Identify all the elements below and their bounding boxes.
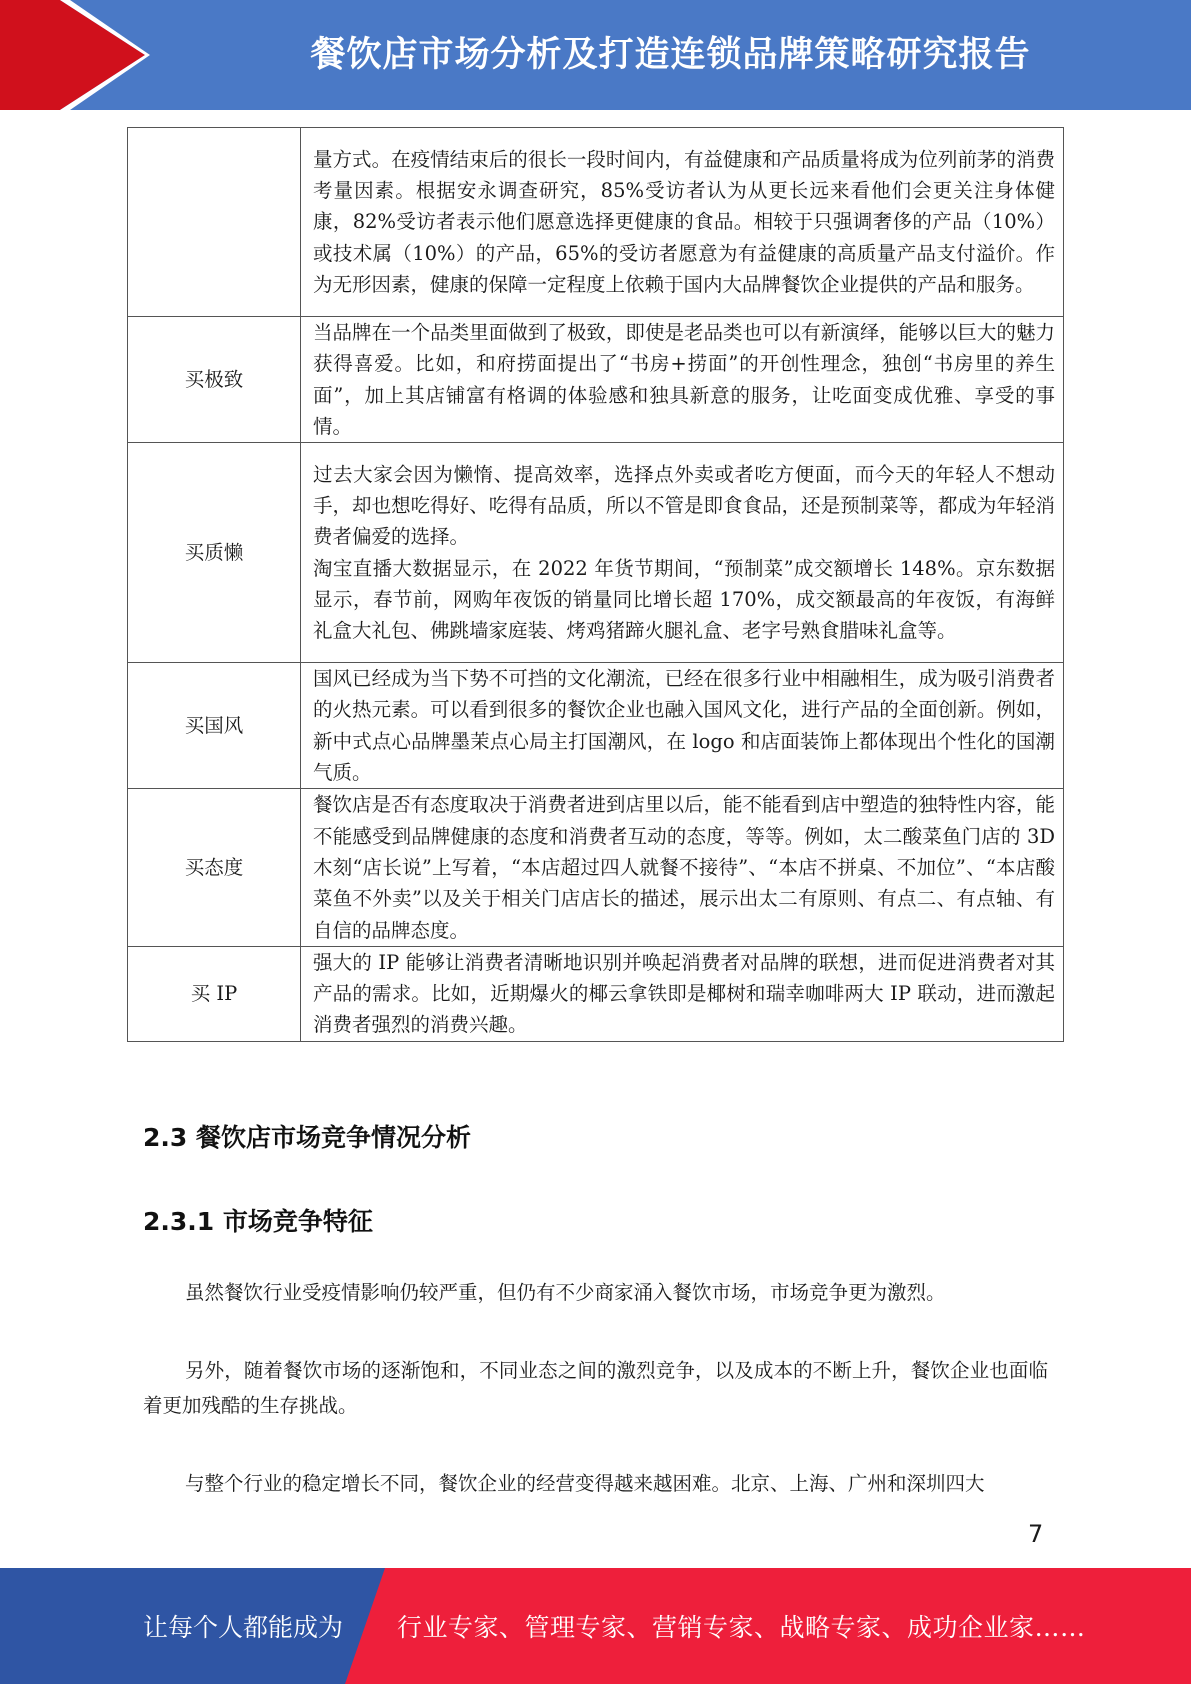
- row-description: 国风已经成为当下势不可挡的文化潮流，已经在很多行业中相融相生，成为吸引消费者的火热元素。可以看到很多的餐饮企业也融入国风文化，进行产品的全面创新。例如，新中式点心品牌墨茉点心局主打国潮风，在 logo 和店面装饰上都体现出个性化的国潮气质。: [301, 663, 1064, 789]
- section-heading: 2.3 餐饮店市场竞争情况分析: [143, 1123, 471, 1152]
- table-row: [128, 443, 1064, 663]
- footer-slogan-left: 让每个人都能成为: [143, 1613, 344, 1642]
- row-description-part1: 过去大家会因为懒惰、提高效率，选择点外卖或者吃方便面，而今天的年轻人不想动手，却也想吃得好、吃得有品质，所以不管是即食食品，还是预制菜等，都成为年轻消费者偏爱的选择。: [313, 462, 1055, 549]
- row-label: [128, 128, 301, 317]
- table-row: [128, 317, 1064, 443]
- paragraph: 虽然餐饮行业受疫情影响仍较严重，但仍有不少商家涌入餐饮市场，市场竞争更为激烈。: [185, 1281, 946, 1304]
- page-footer: [0, 1568, 1191, 1684]
- row-description: 当品牌在一个品类里面做到了极致，即使是老品类也可以有新演绎，能够以巨大的魅力获得喜爱。比如，和府捞面提出了“书房+捞面”的开创性理念，独创“书房里的养生面”，加上其店铺富有格调的体验感和独具新意的服务，让吃面变成优雅、享受的事情。: [301, 317, 1064, 443]
- row-label: 买 IP: [128, 946, 301, 1041]
- report-title: 餐饮店市场分析及打造连锁品牌策略研究报告: [310, 35, 1031, 75]
- paragraph: 与整个行业的稳定增长不同，餐饮企业的经营变得越来越困难。北京、上海、广州和深圳四大: [185, 1472, 985, 1495]
- row-label: 买态度: [128, 789, 301, 946]
- page-number: 7: [1028, 1520, 1044, 1548]
- footer-slogan-right: 行业专家、管理专家、营销专家、战略专家、成功企业家……: [397, 1613, 1086, 1642]
- consumer-trend-table: [127, 127, 1064, 1042]
- subsection-heading: 2.3.1 市场竞争特征: [143, 1207, 373, 1236]
- row-label: 买国风: [128, 663, 301, 789]
- row-description: 量方式。在疫情结束后的很长一段时间内，有益健康和产品质量将成为位列前茅的消费考量因素。根据安永调查研究，85%受访者认为从更长远来看他们会更关注身体健康，82%受访者表示他们愿意选择更健康的食品。相较于只强调奢侈的产品（10%）或技术属（10%）的产品，65%的受访者愿意为有益健康的高质量产品支付溢价。作为无形因素，健康的保障一定程度上依赖于国内大品牌餐饮企业提供的产品和服务。: [301, 128, 1064, 317]
- page-header: [0, 0, 1191, 110]
- row-description-part2: 淘宝直播大数据显示，在 2022 年货节期间，“预制菜”成交额增长 148%。京东数据显示，春节前，网购年夜饭的销量同比增长超 170%，成交额最高的年夜饭，有海鲜礼盒大礼包、佛跳墙家庭装、烤鸡猪蹄火腿礼盒、老字号熟食腊味礼盒等。: [313, 556, 1055, 643]
- row-description: [301, 443, 1064, 663]
- table-row: [128, 946, 1064, 1041]
- row-label: 买极致: [128, 317, 301, 443]
- row-label: 买质懒: [128, 443, 301, 663]
- row-description: 餐饮店是否有态度取决于消费者进到店里以后，能不能看到店中塑造的独特性内容，能不能感受到品牌健康的态度和消费者互动的态度，等等。例如，太二酸菜鱼门店的 3D 木刻“店长说”上写着，“本店超过四人就餐不接待”、“本店不拼桌、不加位”、“本店酸菜鱼不外卖”以及关于相关门店店长的描述，展示出太二有原则、有点二、有点轴、有自信的品牌态度。: [301, 789, 1064, 946]
- table-row: [128, 128, 1064, 317]
- row-description: 强大的 IP 能够让消费者清晰地识别并唤起消费者对品牌的联想，进而促进消费者对其产品的需求。比如，近期爆火的椰云拿铁即是椰树和瑞幸咖啡两大 IP 联动，进而激起消费者强烈的消费兴趣。: [301, 946, 1064, 1041]
- header-chevron-decoration: [0, 0, 150, 110]
- table-row: [128, 789, 1064, 946]
- paragraph: 另外，随着餐饮市场的逐渐饱和，不同业态之间的激烈竞争，以及成本的不断上升，餐饮企业也面临着更加残酷的生存挑战。: [143, 1359, 1048, 1417]
- table-row: [128, 663, 1064, 789]
